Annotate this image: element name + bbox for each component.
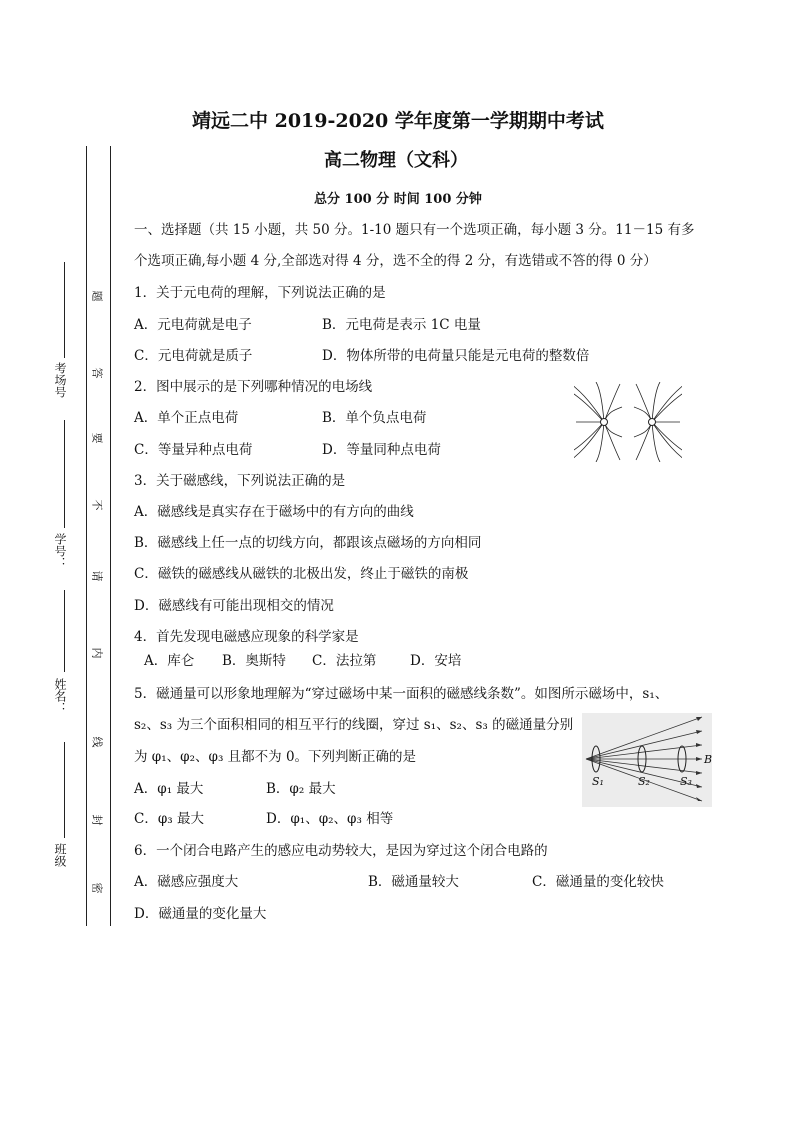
seal-char: 答: [90, 367, 104, 379]
coil-label-s1: S₁: [592, 775, 604, 788]
q4-option-a: A．库仑: [144, 653, 195, 669]
blank-name: [64, 590, 65, 672]
q2-option-a: A．单个正点电荷: [134, 410, 239, 426]
electric-field-figure: [574, 382, 682, 462]
q5-option-c: C．φ₃ 最大: [134, 811, 204, 827]
q5-option-a: A．φ₁ 最大: [134, 781, 204, 797]
label-class: 班级: [53, 843, 67, 867]
q6-option-b: B．磁通量较大: [368, 874, 459, 890]
coil-label-s3: S₃: [680, 775, 692, 788]
label-exam-room: 考场号: [53, 362, 67, 398]
q1-option-d: D．物体所带的电荷量只能是元电荷的整数倍: [322, 348, 590, 364]
q4-option-d: D．安培: [410, 653, 462, 669]
label-student-no: 学号：: [53, 533, 67, 569]
blank-exam-room: [64, 262, 65, 358]
q3-option-b: B．磁感线上任一点的切线方向，都跟该点磁场的方向相同: [134, 535, 482, 551]
binding-line-outer: [86, 146, 87, 926]
field-label-b: B: [704, 753, 713, 766]
q3-stem: 3．关于磁感线，下列说法正确的是: [134, 473, 346, 489]
q6-option-d: D．磁通量的变化量大: [134, 906, 267, 922]
q3-option-a: A．磁感线是真实存在于磁场中的有方向的曲线: [134, 504, 414, 520]
seal-char: 内: [90, 647, 104, 659]
q5-option-b: B．φ₂ 最大: [266, 781, 336, 797]
q1-option-c: C．元电荷就是质子: [134, 348, 253, 364]
flux-lines: [582, 713, 712, 807]
q1-stem: 1．关于元电荷的理解，下列说法正确的是: [134, 285, 386, 301]
q2-option-d: D．等量同种点电荷: [322, 442, 441, 458]
q5-option-d: D．φ₁、φ₂、φ₃ 相等: [266, 811, 394, 827]
seal-char: 要: [90, 432, 104, 444]
exam-title: 靖远二中 2019-2020 学年度第一学期期中考试: [192, 110, 604, 132]
q6-stem: 6．一个闭合电路产生的感应电动势较大，是因为穿过这个闭合电路的: [134, 843, 548, 859]
seal-char: 封: [90, 814, 104, 826]
exam-subtitle: 高二物理（文科）: [324, 150, 468, 171]
q2-stem: 2．图中展示的是下列哪种情况的电场线: [134, 379, 373, 395]
coil-label-s2: S₂: [638, 775, 650, 788]
q4-stem: 4．首先发现电磁感应现象的科学家是: [134, 629, 359, 645]
seal-char: 密: [90, 882, 104, 894]
label-name: 姓名：: [53, 678, 67, 714]
q3-option-d: D．磁感线有可能出现相交的情况: [134, 598, 334, 614]
magnetic-flux-figure: [582, 713, 712, 807]
q4-option-c: C．法拉第: [312, 653, 377, 669]
q4-option-b: B．奥斯特: [222, 653, 286, 669]
blank-class: [64, 742, 65, 838]
q5-stem-line1: 5．磁通量可以形象地理解为“穿过磁场中某一面积的磁感线条数”。如图所示磁场中，s₁、: [134, 686, 669, 702]
q3-option-c: C．磁铁的磁感线从磁铁的北极出发，终止于磁铁的南极: [134, 566, 469, 582]
section-instructions-line2: 个选项正确,每小题 4 分,全部选对得 4 分，选不全的得 2 分，有选错或不答的得 0 分）: [134, 253, 657, 269]
seal-char: 请: [90, 570, 104, 582]
q5-stem-line2: s₂、s₃ 为三个面积相同的相互平行的线圈，穿过 s₁、s₂、s₃ 的磁通量分别: [134, 717, 574, 733]
seal-char: 不: [90, 499, 104, 511]
q5-stem-line3: 为 φ₁、φ₂、φ₃ 且都不为 0。下列判断正确的是: [134, 749, 417, 765]
q2-option-c: C．等量异种点电荷: [134, 442, 253, 458]
q6-option-c: C．磁通量的变化较快: [532, 874, 664, 890]
section-instructions-line1: 一、选择题（共 15 小题，共 50 分。1-10 题只有一个选项正确，每小题 3 分。11－15 有多: [134, 222, 695, 238]
q2-option-b: B．单个负点电荷: [322, 410, 427, 426]
seal-char: 题: [90, 290, 104, 302]
binding-line-inner: [110, 146, 111, 926]
seal-char: 线: [90, 736, 104, 748]
q1-option-a: A．元电荷就是电子: [134, 317, 252, 333]
exam-info: 总分 100 分 时间 100 分钟: [314, 192, 482, 207]
q6-option-a: A．磁感应强度大: [134, 874, 239, 890]
q1-option-b: B．元电荷是表示 1C 电量: [322, 317, 481, 333]
blank-student-no: [64, 420, 65, 528]
